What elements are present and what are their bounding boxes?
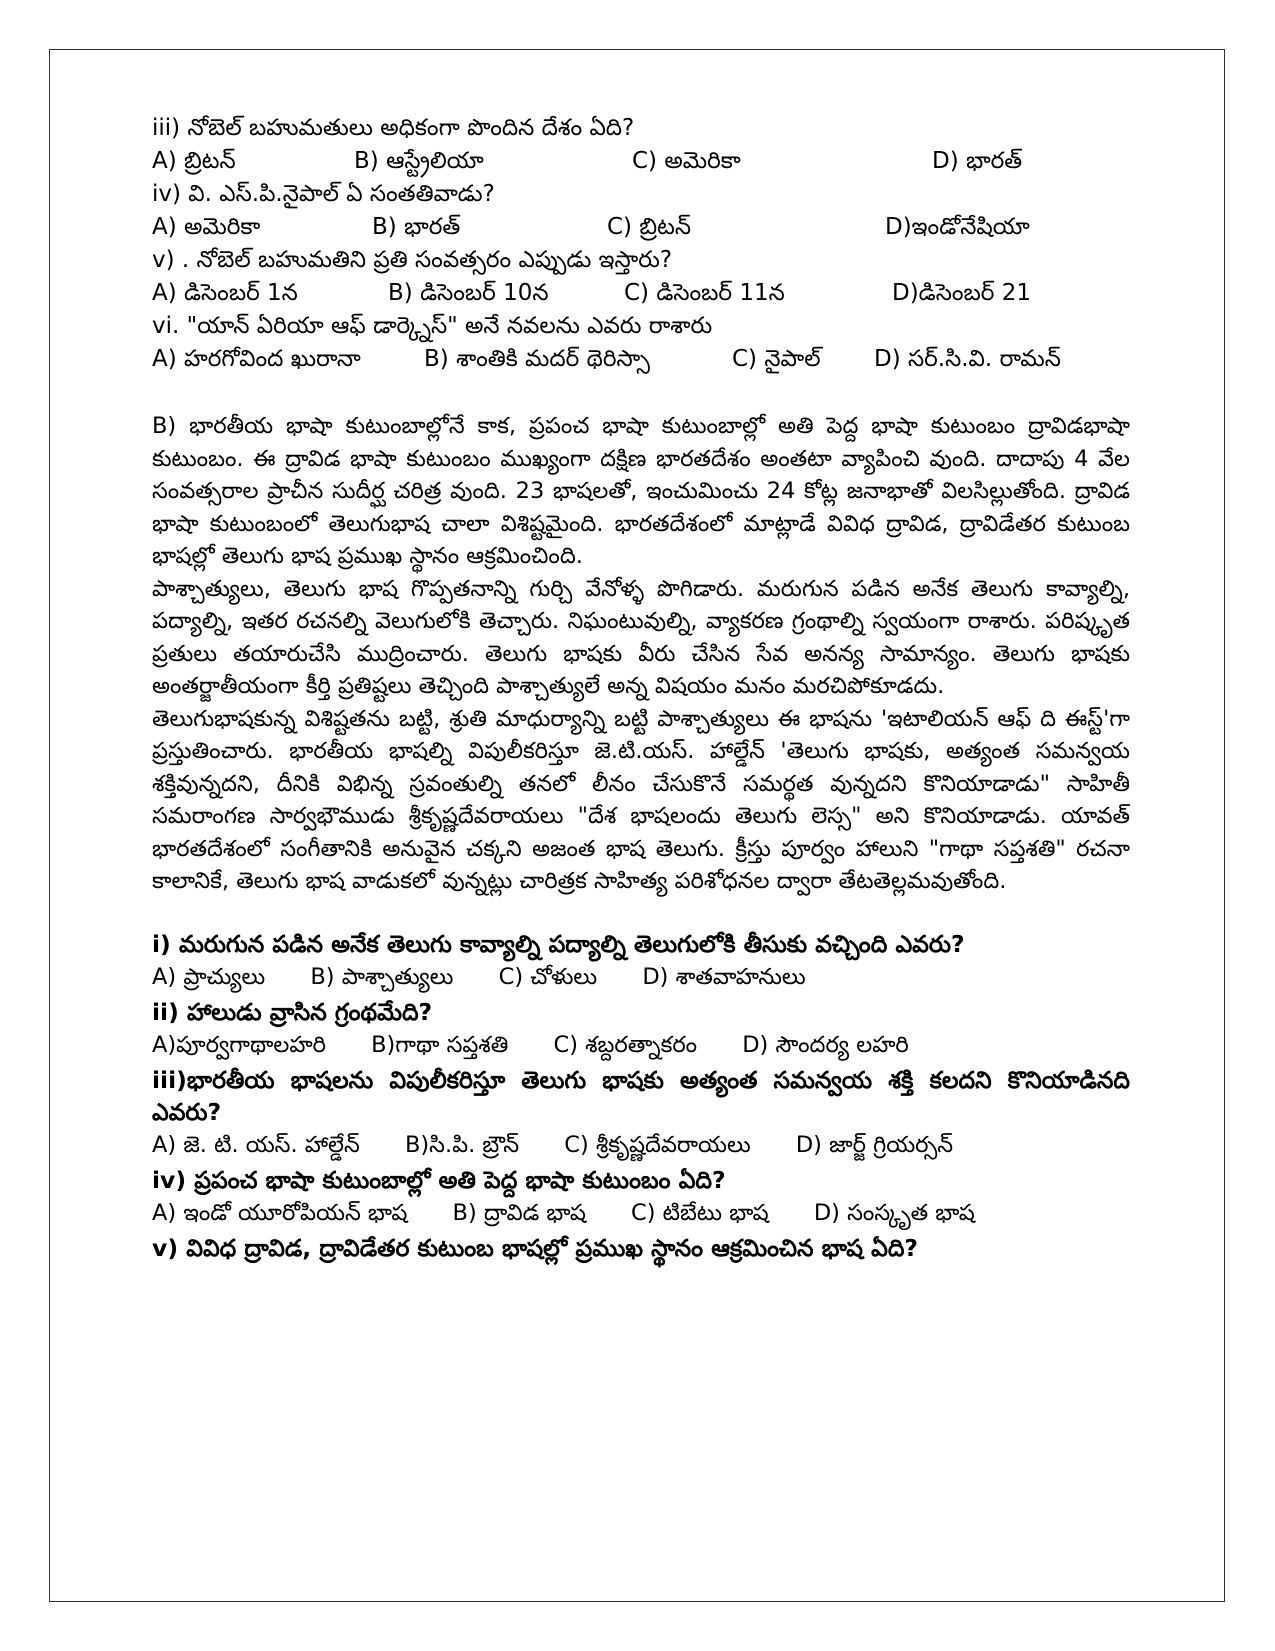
option-d: D)డిసెంబర్ 21 (892, 280, 1031, 306)
option-c: C) అమెరికా (632, 148, 741, 174)
option-c: C) చోళులు (498, 963, 598, 990)
reading-passage (152, 410, 1130, 898)
option-c: C) శ్రీకృష్ణదేవరాయలు (564, 1131, 751, 1158)
option-row (152, 211, 1130, 244)
option-b: B)సి.పి. బ్రౌన్ (404, 1131, 520, 1158)
option-row (152, 343, 1130, 376)
option-c: C) బ్రిటన్ (607, 214, 691, 240)
question-text: iii) నోబెల్ బహుమతులు అధికంగా పొందిన దేశం ఏది? (152, 115, 635, 141)
option-a: A) అమెరికా (152, 214, 261, 240)
option-d: D) జార్జ్ గ్రియర్సన్ (795, 1131, 954, 1158)
option-c: C) శబ్దరత్నాకరం (553, 1031, 698, 1058)
passage-paragraph: పాశ్చాత్యులు, తెలుగు భాష గొప్పతనాన్ని గుర్చి వేనోళ్ళ పొగిడారు. మరుగున పడిన అనేక తెలుగు కావ్యాల్ని, పద్యాల్ని, ఇతర రచనల్ని వెలుగులోకి తెచ్చారు. నిఘంటువుల్ని, వ్యాకరణ గ్రంథాల్ని స్వయంగా రాశారు. పరిష్కృత ప్రతులు తయారుచేసి ముద్రించారు. తెలుగు భాషకు వీరు చేసిన సేవ అనన్య సామాన్యం. తెలుగు భాషకు అంతర్జాతీయంగా కీర్తి ప్రతిష్టలు తెచ్చింది పాశ్చాత్యులే అన్న విషయం మనం మరచిపోకూడదు. (152, 575, 1130, 699)
option-c: C) నైపాల్ (732, 346, 821, 372)
option-c: C) డిసెంబర్ 11న (624, 280, 785, 306)
question-text: vi. "యాన్ ఏరియా ఆఫ్ డార్క్నెస్" అనే నవలను ఎవరు రాశారు (152, 313, 713, 339)
question-text: v) వివిధ ద్రావిడ, ద్రావిడేతర కుటుంబ భాషల్లో ప్రముఖ స్థానం ఆక్రమించిన భాష ఏది? (152, 1233, 919, 1262)
option-a: A) ఇండో యూరోపియన్ భాష (152, 1199, 408, 1226)
option-a: A)పూర్వగాథాలహరి (152, 1031, 326, 1058)
mcq-bottom-section (152, 928, 1130, 1264)
question-text: ii) హాలుడు వ్రాసిన గ్రంథమేది? (152, 997, 433, 1026)
document-body (152, 112, 1130, 1264)
question-text: v) . నోబెల్ బహుమతిని ప్రతి సంవత్సరం ఎప్పుడు ఇస్తారు? (152, 247, 673, 273)
option-d: D) సౌందర్య లహరి (742, 1031, 909, 1058)
option-b: B) ద్రావిడ భాష (452, 1199, 586, 1226)
question-text: i) మరుగున పడిన అనేక తెలుగు కావ్యాల్ని పద్యాల్ని తెలుగులోకి తీసుకు వచ్చింది ఎవరు? (152, 929, 965, 958)
passage-paragraph: తెలుగుభాషకున్న విశిష్టతను బట్టి, శ్రుతి మాధుర్యాన్ని బట్టి పాశ్చాత్యులు ఈ భాషను 'ఇటాలియన్ ఆఫ్ ది ఈస్ట్'గా ప్రస్తుతించారు. భారతీయ భాషల్ని విపులీకరిస్తూ జె.టి.యస్. హాల్డేన్ 'తెలుగు భాషకు, అత్యంత సమన్వయ శక్తివున్నదని, దీనికి విభిన్న స్రవంతుల్ని తనలో లీనం చేసుకొనే సమర్థత వున్నదని కొనియాడాడు" సాహితీ సమరాంగణ సార్వభౌముడు శ్రీకృష్ణదేవరాయలు "దేశ భాషలందు తెలుగు లెస్స" అని కొనియాడాడు. యావత్ భారతదేశంలో సంగీతానికి అనువైన చక్కని అజంత భాష తెలుగు. క్రీస్తు పూర్వం హాలుని "గాథా సప్తశతి" రచనా కాలానికే, తెలుగు భాష వాడుకలో వున్నట్లు చారిత్రక సాహిత్య పరిశోధనల ద్వారా తేటతెల్లమవుతోంది. (152, 705, 1130, 894)
option-a: A) జె. టి. యస్. హాల్డేన్ (152, 1131, 360, 1158)
option-b: B) శాంతికి మదర్ థెరిస్సా (424, 346, 650, 372)
option-row (152, 960, 1130, 994)
option-row (152, 145, 1130, 178)
option-row (152, 1028, 1130, 1062)
option-d: D) భారత్ (932, 148, 1023, 174)
question-text: iii)భారతీయ భాషలను విపులీకరిస్తూ తెలుగు భాషకు అత్యంత సమన్వయ శక్తి కలదని కొనియాడినది ఎవరు? (152, 1065, 1130, 1126)
option-row (152, 277, 1130, 310)
option-b: B) భారత్ (372, 214, 461, 240)
question-text: iv) ప్రపంచ భాషా కుటుంబాల్లో అతి పెద్ద భాషా కుటుంబం ఏది? (152, 1165, 726, 1194)
option-d: D)ఇండోనేషియా (885, 214, 1030, 240)
option-row (152, 1128, 1130, 1162)
option-b: B) ఆస్ట్రేలియా (354, 148, 484, 174)
option-a: A) హరగోవింద ఖురానా (152, 346, 361, 372)
mcq-top-section (152, 112, 1130, 376)
option-a: A) ప్రాచ్యులు (152, 963, 266, 990)
option-a: A) డిసెంబర్ 1న (152, 280, 298, 306)
option-b: B) డిసెంబర్ 10న (388, 280, 549, 306)
option-a: A) బ్రిటన్ (152, 148, 236, 174)
passage-paragraph: B) భారతీయ భాషా కుటుంబాల్లోనే కాక, ప్రపంచ భాషా కుటుంబాల్లో అతి పెద్ద భాషా కుటుంబం ద్రావిడభాషా కుటుంబం. ఈ ద్రావిడ భాషా కుటుంబం ముఖ్యంగా దక్షిణ భారతదేశం అంతటా వ్యాపించి వుంది. దాదాపు 4 వేల సంవత్సరాల ప్రాచీన సుదీర్ఘ చరిత్ర వుంది. 23 భాషలతో, ఇంచుమించు 24 కోట్ల జనాభాతో విలసిల్లుతోంది. ద్రావిడ భాషా కుటుంబంలో తెలుగుభాష చాలా విశిష్టమైంది. భారతదేశంలో మాట్లాడే వివిధ ద్రావిడ, ద్రావిడేతర కుటుంబ భాషల్లో తెలుగు భాష ప్రముఖ స్థానం ఆక్రమించింది. (152, 413, 1130, 569)
option-b: B) పాశ్చాత్యులు (310, 963, 454, 990)
option-d: D) సర్.సి.వి. రామన్ (874, 346, 1061, 372)
option-b: B)గాథా సప్తశతి (371, 1031, 509, 1058)
option-d: D) శాతవాహనులు (642, 963, 806, 990)
option-c: C) టిబేటు భాష (631, 1199, 769, 1226)
option-row (152, 1196, 1130, 1230)
option-d: D) సంస్కృత భాష (813, 1199, 975, 1226)
question-text: iv) వి. ఎస్.పి.నైపాల్ ఏ సంతతివాడు? (152, 181, 495, 207)
